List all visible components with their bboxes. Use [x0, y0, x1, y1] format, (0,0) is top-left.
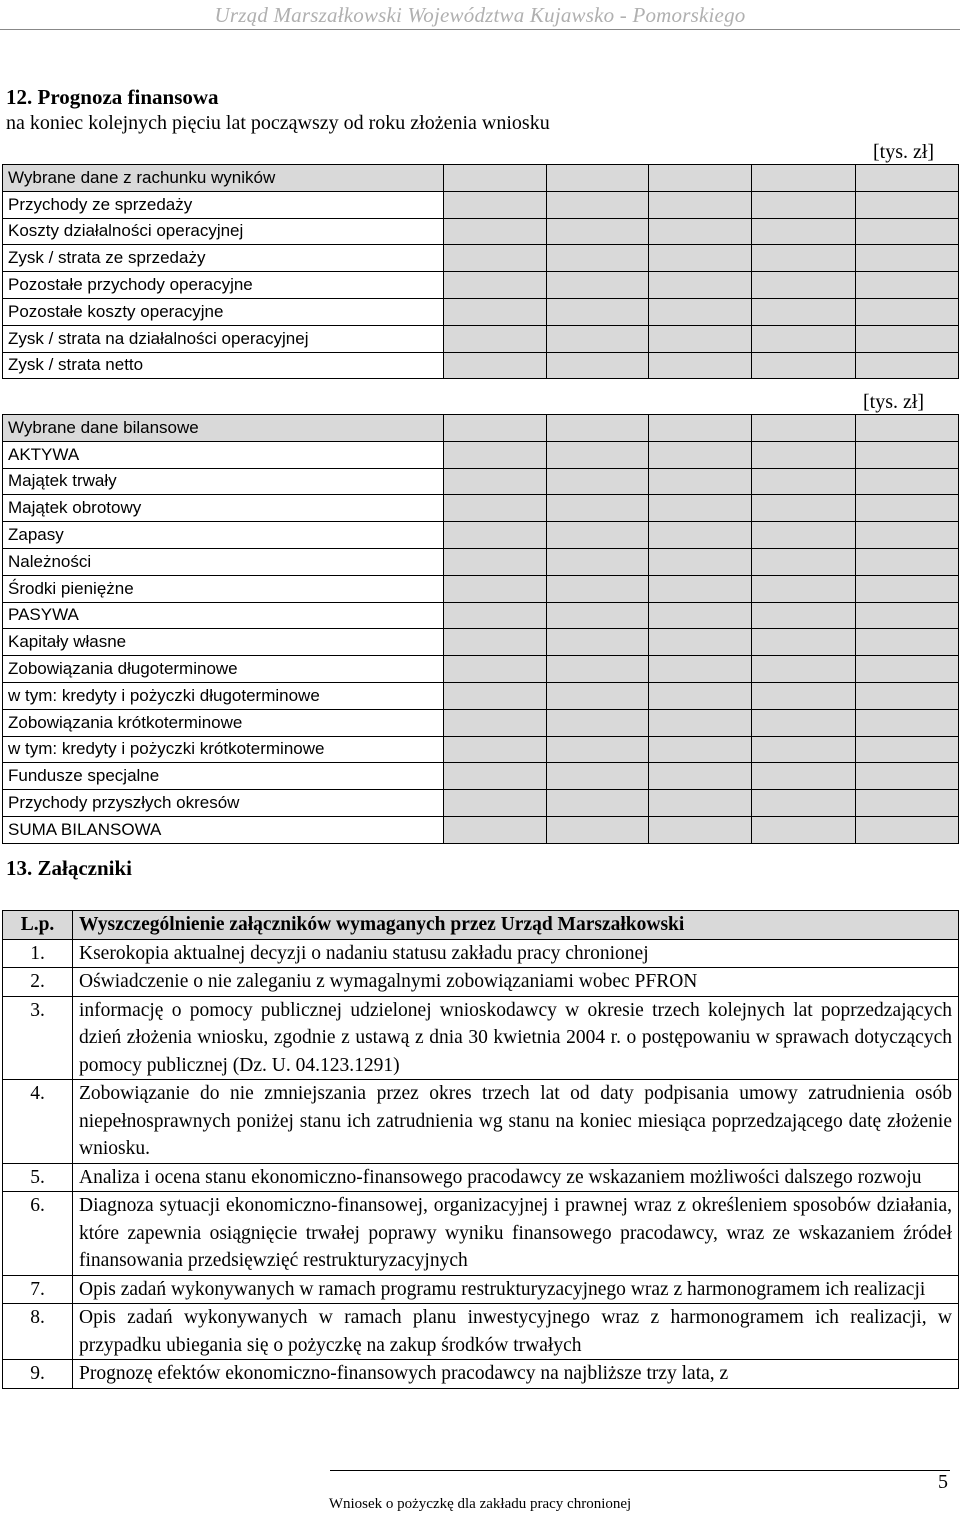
value-cell[interactable] — [649, 763, 752, 790]
row-label: SUMA BILANSOWA — [3, 816, 444, 843]
table-row — [3, 298, 959, 325]
value-cell[interactable] — [856, 736, 959, 763]
attachment-number: 6. — [3, 1192, 73, 1276]
lp-header: L.p. — [3, 911, 73, 940]
description-header: Wyszczególnienie załączników wymaganych przez Urząd Marszałkowski — [73, 911, 959, 940]
value-cell[interactable] — [856, 272, 959, 299]
attachment-number: 2. — [3, 968, 73, 997]
value-cell[interactable] — [752, 548, 856, 575]
value-cell[interactable] — [649, 709, 752, 736]
value-cell[interactable] — [444, 218, 547, 245]
table-header-row — [3, 165, 959, 192]
row-label: Zysk / strata netto — [3, 352, 444, 379]
unit-label-balance: [tys. zł] — [863, 391, 925, 413]
value-cell[interactable] — [752, 191, 856, 218]
row-label: Koszty działalności operacyjnej — [3, 218, 444, 245]
value-cell[interactable] — [547, 468, 649, 495]
value-cell[interactable] — [547, 709, 649, 736]
table-row — [3, 656, 959, 683]
row-label: Kapitały własne — [3, 629, 444, 656]
value-cell[interactable] — [444, 468, 547, 495]
value-cell[interactable] — [444, 352, 547, 379]
value-cell[interactable] — [547, 352, 649, 379]
value-cell[interactable] — [752, 325, 856, 352]
attachment-description: Opis zadań wykonywanych w ramach programu restrukturyzacyjnego wraz z harmonogramem ich realizacji — [73, 1275, 959, 1304]
row-label: w tym: kredyty i pożyczki długoterminowe — [3, 682, 444, 709]
value-cell[interactable] — [856, 575, 959, 602]
table-row — [3, 522, 959, 549]
value-cell[interactable] — [856, 352, 959, 379]
value-cell[interactable] — [649, 816, 752, 843]
income-statement-table — [2, 164, 959, 379]
value-cell[interactable] — [547, 790, 649, 817]
value-cell[interactable] — [752, 298, 856, 325]
attachment-description: Prognozę efektów ekonomiczno-finansowych pracodawcy na najbliższe trzy lata, z — [73, 1360, 959, 1389]
value-cell[interactable] — [547, 602, 649, 629]
value-cell[interactable] — [649, 352, 752, 379]
value-cell[interactable] — [547, 272, 649, 299]
value-cell[interactable] — [856, 325, 959, 352]
row-label: Należności — [3, 548, 444, 575]
section-13-title: 13. Załączniki — [6, 856, 133, 880]
value-cell[interactable] — [444, 495, 547, 522]
attachment-row — [3, 1275, 959, 1304]
value-cell[interactable] — [752, 415, 856, 442]
attachments-header-row — [3, 911, 959, 940]
row-label: Przychody przyszłych okresów — [3, 790, 444, 817]
row-label: w tym: kredyty i pożyczki krótkoterminowe — [3, 736, 444, 763]
value-cell[interactable] — [752, 441, 856, 468]
row-label: Pozostałe przychody operacyjne — [3, 272, 444, 299]
value-cell[interactable] — [649, 165, 752, 192]
value-cell[interactable] — [444, 325, 547, 352]
unit-label-results: [tys. zł] — [873, 141, 935, 163]
value-cell[interactable] — [752, 682, 856, 709]
value-cell[interactable] — [444, 656, 547, 683]
value-cell[interactable] — [856, 191, 959, 218]
value-cell[interactable] — [547, 656, 649, 683]
value-cell[interactable] — [856, 602, 959, 629]
value-cell[interactable] — [752, 763, 856, 790]
table-row — [3, 352, 959, 379]
table-row — [3, 763, 959, 790]
value-cell[interactable] — [444, 548, 547, 575]
value-cell[interactable] — [547, 298, 649, 325]
table-row — [3, 548, 959, 575]
value-cell[interactable] — [649, 548, 752, 575]
row-label: AKTYWA — [3, 441, 444, 468]
value-cell[interactable] — [649, 441, 752, 468]
attachment-number: 8. — [3, 1304, 73, 1360]
table-row — [3, 325, 959, 352]
attachment-description: Oświadczenie o nie zaleganiu z wymagalnymi zobowiązaniami wobec PFRON — [73, 968, 959, 997]
value-cell[interactable] — [856, 682, 959, 709]
attachment-description: Kserokopia aktualnej decyzji o nadaniu statusu zakładu pracy chronionej — [73, 939, 959, 968]
row-label: Zysk / strata ze sprzedaży — [3, 245, 444, 272]
value-cell[interactable] — [547, 575, 649, 602]
table-row — [3, 441, 959, 468]
value-cell[interactable] — [752, 352, 856, 379]
value-cell[interactable] — [649, 656, 752, 683]
value-cell[interactable] — [547, 191, 649, 218]
attachment-row — [3, 1304, 959, 1360]
table-row — [3, 575, 959, 602]
value-cell[interactable] — [649, 575, 752, 602]
attachment-number: 3. — [3, 996, 73, 1080]
table-row — [3, 191, 959, 218]
value-cell[interactable] — [444, 415, 547, 442]
attachment-row — [3, 1192, 959, 1276]
value-cell[interactable] — [444, 298, 547, 325]
table-row — [3, 468, 959, 495]
value-cell[interactable] — [752, 790, 856, 817]
attachment-description: Analiza i ocena stanu ekonomiczno-finansowego pracodawcy ze wskazaniem możliwości dalszego rozwoju — [73, 1163, 959, 1192]
value-cell[interactable] — [547, 245, 649, 272]
page-number: 5 — [938, 1471, 948, 1493]
value-cell[interactable] — [547, 441, 649, 468]
value-cell[interactable] — [649, 629, 752, 656]
section-12-title: 12. Prognoza finansowa — [6, 85, 219, 109]
value-cell[interactable] — [752, 218, 856, 245]
value-cell[interactable] — [649, 245, 752, 272]
value-cell[interactable] — [752, 468, 856, 495]
value-cell[interactable] — [856, 468, 959, 495]
attachment-row — [3, 968, 959, 997]
value-cell[interactable] — [444, 816, 547, 843]
attachment-number: 1. — [3, 939, 73, 968]
value-cell[interactable] — [752, 165, 856, 192]
row-label: Zobowiązania długoterminowe — [3, 656, 444, 683]
value-cell[interactable] — [547, 415, 649, 442]
value-cell[interactable] — [752, 575, 856, 602]
footer-text: Wniosek o pożyczkę dla zakładu pracy chronionej — [328, 1496, 632, 1512]
value-cell[interactable] — [547, 548, 649, 575]
value-cell[interactable] — [547, 816, 649, 843]
table-row — [3, 218, 959, 245]
balance-sheet-table — [2, 414, 959, 844]
row-label: Zapasy — [3, 522, 444, 549]
value-cell[interactable] — [649, 298, 752, 325]
table-row — [3, 736, 959, 763]
attachment-number: 9. — [3, 1360, 73, 1389]
value-cell[interactable] — [649, 522, 752, 549]
value-cell[interactable] — [752, 736, 856, 763]
value-cell[interactable] — [444, 191, 547, 218]
value-cell[interactable] — [649, 736, 752, 763]
value-cell[interactable] — [752, 245, 856, 272]
value-cell[interactable] — [649, 790, 752, 817]
value-cell[interactable] — [444, 245, 547, 272]
value-cell[interactable] — [444, 522, 547, 549]
value-cell[interactable] — [752, 495, 856, 522]
row-label: Fundusze specjalne — [3, 763, 444, 790]
value-cell[interactable] — [856, 816, 959, 843]
attachment-row — [3, 996, 959, 1080]
value-cell[interactable] — [856, 522, 959, 549]
value-cell[interactable] — [649, 218, 752, 245]
value-cell[interactable] — [444, 736, 547, 763]
value-cell[interactable] — [856, 165, 959, 192]
value-cell[interactable] — [856, 218, 959, 245]
row-label: Majątek trwały — [3, 468, 444, 495]
value-cell[interactable] — [649, 415, 752, 442]
value-cell[interactable] — [547, 495, 649, 522]
row-label: Zobowiązania krótkoterminowe — [3, 709, 444, 736]
value-cell[interactable] — [547, 629, 649, 656]
value-cell[interactable] — [547, 218, 649, 245]
row-label: Majątek obrotowy — [3, 495, 444, 522]
table-row — [3, 790, 959, 817]
value-cell[interactable] — [752, 522, 856, 549]
attachment-row — [3, 1080, 959, 1164]
value-cell[interactable] — [547, 736, 649, 763]
table-header-row — [3, 415, 959, 442]
value-cell[interactable] — [856, 415, 959, 442]
value-cell[interactable] — [752, 656, 856, 683]
attachment-number: 5. — [3, 1163, 73, 1192]
row-label: Przychody ze sprzedaży — [3, 191, 444, 218]
value-cell[interactable] — [752, 272, 856, 299]
value-cell[interactable] — [547, 682, 649, 709]
table-row — [3, 816, 959, 843]
value-cell[interactable] — [856, 245, 959, 272]
value-cell[interactable] — [444, 272, 547, 299]
attachment-number: 4. — [3, 1080, 73, 1164]
attachment-number: 7. — [3, 1275, 73, 1304]
value-cell[interactable] — [752, 816, 856, 843]
value-cell[interactable] — [856, 763, 959, 790]
row-label: Zysk / strata na działalności operacyjnej — [3, 325, 444, 352]
value-cell[interactable] — [649, 602, 752, 629]
value-cell[interactable] — [547, 165, 649, 192]
value-cell[interactable] — [649, 325, 752, 352]
value-cell[interactable] — [547, 522, 649, 549]
value-cell[interactable] — [444, 763, 547, 790]
table-row — [3, 682, 959, 709]
attachment-row — [3, 1360, 959, 1389]
table-row — [3, 245, 959, 272]
value-cell[interactable] — [649, 191, 752, 218]
value-cell[interactable] — [856, 709, 959, 736]
value-cell[interactable] — [444, 682, 547, 709]
value-cell[interactable] — [444, 575, 547, 602]
value-cell[interactable] — [444, 629, 547, 656]
table-row — [3, 602, 959, 629]
value-cell[interactable] — [856, 656, 959, 683]
attachment-row — [3, 1163, 959, 1192]
section-12-subtitle: na koniec kolejnych pięciu lat począwszy od roku złożenia wniosku — [6, 112, 550, 134]
row-label: Pozostałe koszty operacyjne — [3, 298, 444, 325]
value-cell[interactable] — [444, 165, 547, 192]
table-row — [3, 709, 959, 736]
value-cell[interactable] — [649, 272, 752, 299]
value-cell[interactable] — [856, 629, 959, 656]
value-cell[interactable] — [856, 441, 959, 468]
row-label: Środki pieniężne — [3, 575, 444, 602]
header-divider — [0, 29, 960, 30]
value-cell[interactable] — [444, 709, 547, 736]
value-cell[interactable] — [444, 602, 547, 629]
attachment-description: informację o pomocy publicznej udzielonej wnioskodawcy w okresie trzech kolejnych lat poprzedzających dzień złożenia wniosku, zgodnie z ustawą z dnia 30 kwietnia 2004 r. o postępowaniu w sprawach dotyczących pomocy publicznej (Dz. U. 04.123.1291) — [73, 996, 959, 1080]
value-cell[interactable] — [444, 441, 547, 468]
value-cell[interactable] — [649, 468, 752, 495]
table-header-label: Wybrane dane z rachunku wyników — [3, 165, 444, 192]
attachment-row — [3, 939, 959, 968]
value-cell[interactable] — [856, 298, 959, 325]
value-cell[interactable] — [752, 709, 856, 736]
value-cell[interactable] — [856, 790, 959, 817]
value-cell[interactable] — [649, 495, 752, 522]
footer-divider — [330, 1470, 950, 1471]
table-row — [3, 495, 959, 522]
attachment-description: Diagnoza sytuacji ekonomiczno-finansowej, organizacyjnej i prawnej wraz z określeniem sposobów działania, które zapewnia osiągnięcie trwałej poprawy wyniku finansowego pracodawcy, wraz ze wskazaniem źródeł finansowania przedsięwzięć restrukturyzacyjnych — [73, 1192, 959, 1276]
attachment-description: Opis zadań wykonywanych w ramach planu inwestycyjnego wraz z harmonogramem ich realizacji, w przypadku ubiegania się o pożyczkę na zakup środków trwałych — [73, 1304, 959, 1360]
row-label: PASYWA — [3, 602, 444, 629]
value-cell[interactable] — [649, 682, 752, 709]
value-cell[interactable] — [752, 629, 856, 656]
table-header-label: Wybrane dane bilansowe — [3, 415, 444, 442]
attachments-table — [2, 910, 959, 1389]
value-cell[interactable] — [547, 325, 649, 352]
value-cell[interactable] — [547, 763, 649, 790]
header-title: Urząd Marszałkowski Województwa Kujawsko - Pomorskiego — [214, 3, 746, 27]
value-cell[interactable] — [856, 548, 959, 575]
table-row — [3, 629, 959, 656]
value-cell[interactable] — [752, 602, 856, 629]
value-cell[interactable] — [856, 495, 959, 522]
page-header — [0, 0, 960, 30]
attachment-description: Zobowiązanie do nie zmniejszania przez okres trzech lat od daty podpisania umowy zatrudnienia osób niepełnosprawnych poniżej stanu ich zatrudnienia wg stanu na koniec miesiąca poprzedzającego datę złożenie wniosku. — [73, 1080, 959, 1164]
table-row — [3, 272, 959, 299]
value-cell[interactable] — [444, 790, 547, 817]
